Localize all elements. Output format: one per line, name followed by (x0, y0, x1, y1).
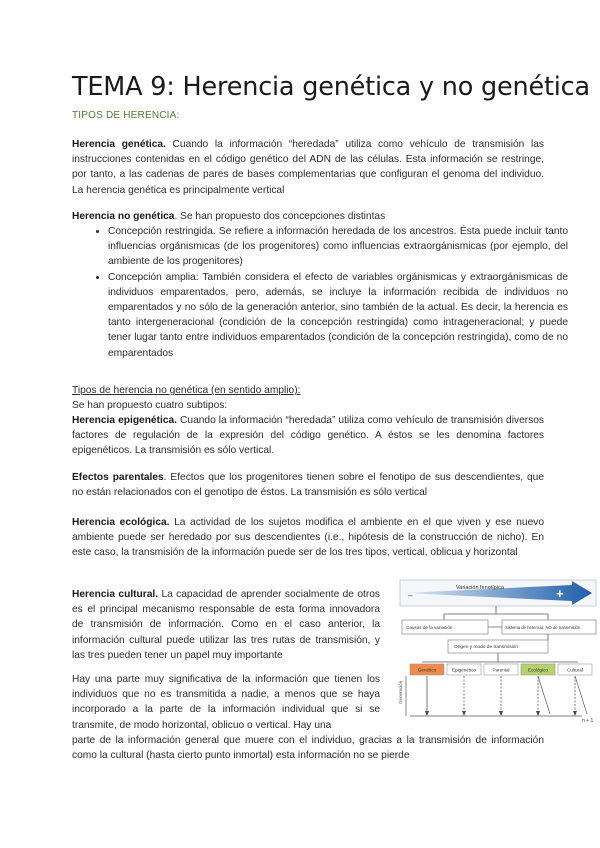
arrow-head (425, 711, 429, 716)
herencia-figure (396, 576, 600, 728)
tipos-intro: Se han propuesto cuatro subtipos: (72, 400, 228, 412)
causes-label: Causas de la variación (406, 625, 453, 630)
term-herencia-no-genetica: Herencia no genética (72, 211, 175, 222)
category-label: Epigenético (451, 667, 477, 673)
arrow-head (462, 711, 466, 716)
paragraph-ecologica: Herencia ecológica. La actividad de los sujetos modifica el ambiente en el que viven y ese nuevo ambiente puede ser heredado por sus descendientes (i.e., hipótesis de la construcción de nicho). En este caso, la transmisión de la información puede ser de los tres tipos, vertical, oblicua y horizontal (72, 517, 544, 559)
paragraph-herencia-genetica: Herencia genética. Cuando la información “heredada” utiliza como vehículo de transmisión las instrucciones contenidas en el código genético del ADN de las células. Esta información se restringe, por tanto, a las cadenas de pares de bases complementarias que configuran el genoma del individuo. La herencia genética es principalmente vertical (72, 139, 545, 196)
generation-label: n + 1 (582, 718, 594, 724)
concepciones-list (84, 224, 568, 361)
arrow-head (499, 711, 503, 716)
paragraph-parentales: Efectos parentales. Efectos que los progenitores tienen sobre el fenotipo de sus descendientes, que no están relacionados con el genotipo de éstos. La transmisión es sólo vertical (72, 472, 545, 499)
transmission-arrows (425, 676, 587, 716)
minus-sign: – (408, 591, 413, 600)
arrow-head (573, 711, 577, 716)
section-subtitle: TIPOS DE HERENCIA: (72, 110, 180, 121)
term-parentales: Efectos parentales (72, 472, 164, 483)
category-row (410, 664, 592, 675)
arrow-head (536, 711, 540, 716)
page-title: TEMA 9: Herencia genética y no genética (72, 72, 590, 102)
category-label: Genético (417, 667, 437, 673)
paragraph-final-full: parte de la información general que muere con el individuo, gracias a la transmisión de información como la cultural (hasta cierto punto inmortal) esta información no se pierde (72, 735, 544, 762)
tipos-heading: Tipos de herencia no genética (en sentido amplio): (72, 385, 301, 396)
generation-axis-label: Generación (398, 680, 403, 704)
inheritance-label: Sistema de herencia: NO de transmisión (505, 625, 581, 630)
term-epigenetica: Herencia epigenética. (72, 415, 177, 426)
list-item: • Concepción restringida. Se refiere a información heredada de los ancestros. Ésta puede incluir tanto influencias orgánismicas (de los progenitores) como influencias extraorgánismicas (por ejemplo, del ambiente de los progenitores) (108, 224, 568, 270)
paragraph-final-column: Hay una parte muy significativa de la información que tienen los individuos que no es transmitida a nadie, a menos que se haya incorporado a la parte de la información individual que si se transmite, de modo horizontal, oblicuo o vertical. Hay una (72, 674, 380, 731)
term-cultural: Herencia cultural. (72, 589, 159, 600)
origin-label: Origen y modo de transmisión (454, 645, 518, 650)
plus-sign: + (556, 586, 564, 601)
oblique-arrow (575, 676, 587, 714)
herencia-diagram (396, 576, 600, 728)
top-label: Variación fenotípica (456, 585, 504, 591)
list-item: • Concepción amplia: También considera el efecto de variables orgánismicas y extraorgánismicas de individuos emparentados, pero, además, se incluye la información recibida de individuos no emparentados y no sólo de la generación anterior, sino también de la actual. Es decir, la herencia es tanto intergeneracional (condición de la concepción restringida) como intrageneracional; y puede tener lugar tanto entre individuos emparentados (condición de la concepción restringida), como de no emparentados (108, 270, 568, 361)
category-label: Ecológico (528, 667, 548, 673)
oblique-arrow (538, 676, 550, 714)
term-herencia-genetica: Herencia genética. (72, 139, 166, 150)
paragraph-cultural: Herencia cultural. La capacidad de aprender socialmente de otros es el principal mecanismo responsable de esta forma innovadora de transmisión de información. Como en el caso anterior, la información cultural puede utilizar las tres rutas de transmisión, y las tres pueden tener un papel muy importante (72, 589, 381, 661)
term-ecologica: Herencia ecológica. (72, 517, 170, 528)
paragraph-epigenetica: Herencia epigenética. Cuando la información “heredada” utiliza como vehículo de transmisión diversos factores de regulación de la expresión del código genético. A éstos se les denomina factores epigenéticos. La transmisión es sólo vertical. (72, 415, 544, 457)
category-label: Parental (492, 667, 510, 673)
tipos-heading-block (72, 383, 544, 413)
category-label: Cultural (567, 667, 583, 673)
paragraph-herencia-no-genetica: Herencia no genética. Se han propuesto dos concepciones distintas (72, 211, 386, 222)
